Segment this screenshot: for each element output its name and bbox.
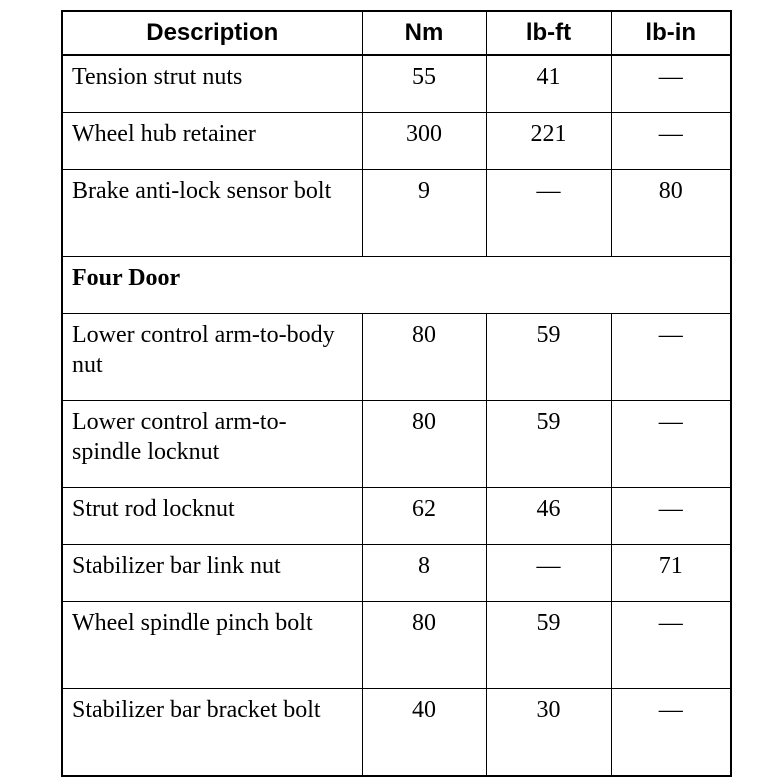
row-nm: 80 <box>362 401 486 488</box>
header-nm: Nm <box>362 11 486 55</box>
row-nm: 55 <box>362 55 486 113</box>
section-row <box>62 257 731 314</box>
table-row <box>62 602 731 689</box>
table-row <box>62 170 731 257</box>
table-row <box>62 55 731 113</box>
row-lbft: 59 <box>486 314 611 401</box>
table-row <box>62 314 731 401</box>
row-description: Lower control arm-to-spindle locknut <box>62 401 362 488</box>
row-lbft: — <box>486 170 611 257</box>
row-lbin: — <box>611 488 731 545</box>
row-lbin: — <box>611 689 731 777</box>
torque-spec-table <box>61 10 732 777</box>
row-nm: 8 <box>362 545 486 602</box>
row-description: Tension strut nuts <box>62 55 362 113</box>
section-heading: Four Door <box>62 257 731 314</box>
row-description: Wheel hub retainer <box>62 113 362 170</box>
row-lbin: — <box>611 602 731 689</box>
row-lbin: — <box>611 55 731 113</box>
row-lbft: 30 <box>486 689 611 777</box>
row-lbft: 59 <box>486 602 611 689</box>
row-lbft: 46 <box>486 488 611 545</box>
table-row <box>62 545 731 602</box>
row-lbin: — <box>611 113 731 170</box>
table-row <box>62 401 731 488</box>
row-lbft: 41 <box>486 55 611 113</box>
header-row <box>62 11 731 55</box>
row-lbin: — <box>611 314 731 401</box>
table-row <box>62 113 731 170</box>
row-nm: 40 <box>362 689 486 777</box>
row-description: Strut rod locknut <box>62 488 362 545</box>
row-lbft: — <box>486 545 611 602</box>
row-nm: 300 <box>362 113 486 170</box>
row-lbin: — <box>611 401 731 488</box>
row-nm: 9 <box>362 170 486 257</box>
row-lbft: 59 <box>486 401 611 488</box>
row-nm: 62 <box>362 488 486 545</box>
row-lbin: 80 <box>611 170 731 257</box>
row-lbin: 71 <box>611 545 731 602</box>
row-lbft: 221 <box>486 113 611 170</box>
table-row <box>62 689 731 777</box>
header-lbin: lb-in <box>611 11 731 55</box>
row-description: Brake anti-lock sensor bolt <box>62 170 362 257</box>
row-description: Wheel spindle pinch bolt <box>62 602 362 689</box>
header-lbft: lb-ft <box>486 11 611 55</box>
row-description: Lower control arm-to-body nut <box>62 314 362 401</box>
table-row <box>62 488 731 545</box>
row-nm: 80 <box>362 314 486 401</box>
row-description: Stabilizer bar bracket bolt <box>62 689 362 777</box>
row-nm: 80 <box>362 602 486 689</box>
header-description: Description <box>62 11 362 55</box>
row-description: Stabilizer bar link nut <box>62 545 362 602</box>
